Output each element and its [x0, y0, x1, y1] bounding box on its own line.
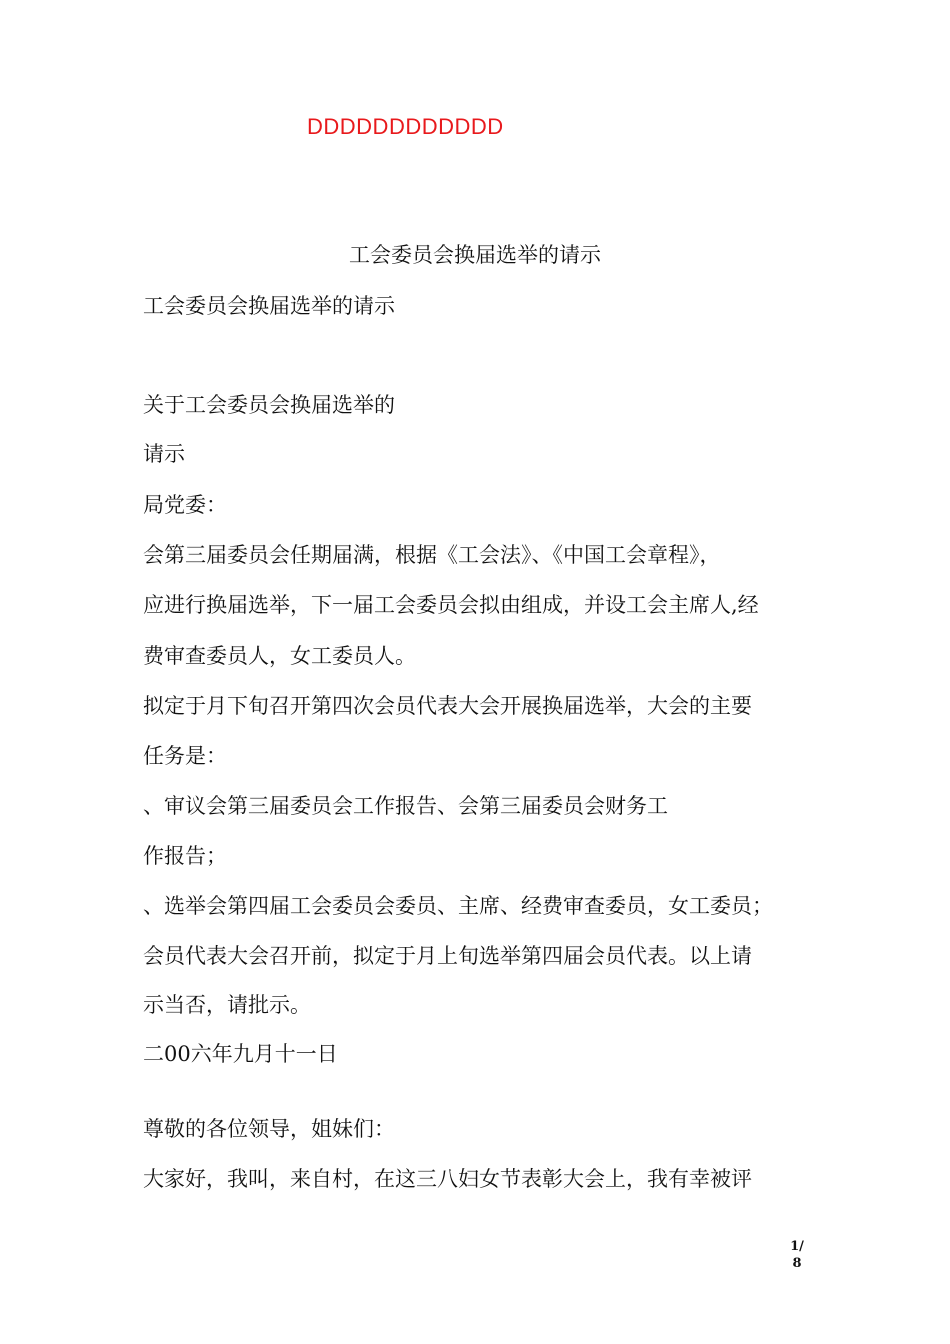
document-title: 工会委员会换届选举的请示	[349, 243, 601, 267]
page-number	[787, 1238, 807, 1272]
body-paragraph-line: 任务是：	[143, 744, 227, 768]
body-paragraph-line: 、选举会第四届工会委员会委员、主席、经费审查委员，女工委员；	[143, 894, 773, 918]
body-paragraph-line: 示当否，请批示。	[143, 993, 311, 1017]
body-paragraph-line: 会员代表大会召开前，拟定于月上旬选举第四届会员代表。以上请	[143, 944, 752, 968]
page-number-total: 8	[792, 1256, 802, 1271]
watermark-text: DDDDDDDDDDDD	[307, 114, 504, 139]
document-subtitle: 工会委员会换届选举的请示	[143, 294, 395, 318]
body-paragraph-line: 拟定于月下旬召开第四次会员代表大会开展换届选举，大会的主要	[143, 694, 752, 718]
speech-salutation: 尊敬的各位领导，姐妹们：	[143, 1117, 395, 1141]
body-paragraph-line: 会第三届委员会任期届满，根据《工会法》、《中国工会章程》，	[143, 543, 721, 567]
body-paragraph-line: 、审议会第三届委员会工作报告、会第三届委员会财务工	[143, 794, 668, 818]
page-number-current: 1/	[790, 1239, 804, 1254]
request-heading-line-2: 请示	[143, 442, 185, 466]
speech-paragraph-line: 大家好，我叫，来自村，在这三八妇女节表彰大会上，我有幸被评	[143, 1167, 752, 1191]
body-paragraph-line: 作报告；	[143, 844, 227, 868]
body-paragraph-line: 费审查委员人，女工委员人。	[143, 644, 416, 668]
body-paragraph-line: 应进行换届选举，下一届工会委员会拟由组成，并设工会主席人,经	[143, 593, 759, 617]
document-date: 二00六年九月十一日	[143, 1042, 338, 1066]
salutation: 局党委：	[143, 493, 227, 517]
request-heading-line-1: 关于工会委员会换届选举的	[143, 393, 395, 417]
